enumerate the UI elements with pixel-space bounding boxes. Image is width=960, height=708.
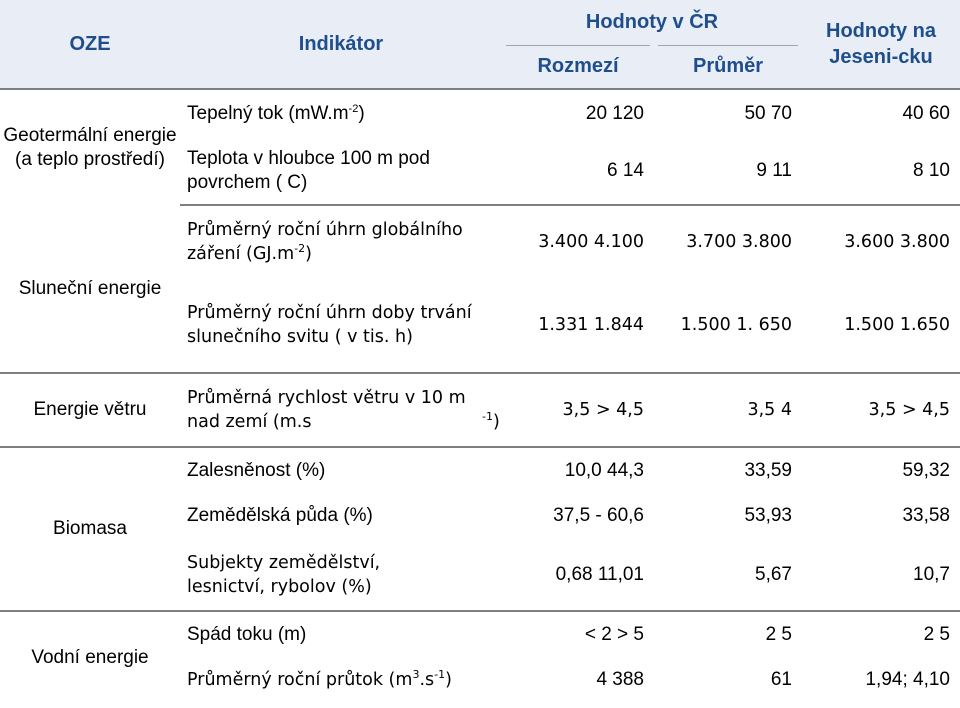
indicator-text: Průměrný roční průtok (m <box>187 670 413 690</box>
indicator-superscript: -2 <box>294 241 306 255</box>
indicator-cell <box>180 89 502 137</box>
range-cell: 10,0 44,3 <box>564 459 644 481</box>
header-values-jesenik-text: Hodnoty na Jeseni-cku <box>826 20 936 68</box>
average-cell: 53,93 <box>744 505 792 526</box>
jesenik-cell: 3,5 > 4,5 <box>802 373 960 447</box>
table-body <box>0 89 960 703</box>
average-cell: 2 5 <box>765 623 792 645</box>
range-cell: < 2 > 5 <box>584 623 644 645</box>
average-cell: 50 70 <box>744 102 792 124</box>
range-cell: 37,5 - 60,6 <box>553 505 644 526</box>
indicator-cell <box>180 611 502 657</box>
indicator-superscript: -1 <box>482 410 493 423</box>
jesenik-cell: 2 5 <box>923 623 950 645</box>
jesenik-cell: 1.500 1.650 <box>802 277 960 373</box>
group-label-biomass: Biomasa <box>0 447 180 611</box>
header-values-cr: Hodnoty v ČR <box>502 0 802 45</box>
indicator-tail: .s <box>419 670 435 690</box>
indicator-text: Zalesněnost (%) <box>187 459 326 481</box>
header-values-jesenik <box>802 0 960 89</box>
average-cell: 5,67 <box>654 539 802 611</box>
average-cell: 1.500 1. 650 <box>654 277 802 373</box>
indicator-cell <box>180 373 502 447</box>
indicator-text: Teplota v hloubce 100 m pod povrchem ( C) <box>187 147 430 193</box>
jesenik-cell: 10,7 <box>802 539 960 611</box>
indicator-cell <box>180 447 502 493</box>
jesenik-cell: 8 10 <box>802 137 960 205</box>
header-indicator: Indikátor <box>180 0 502 89</box>
indicator-cell <box>180 657 502 703</box>
indicator-cell <box>180 539 502 611</box>
average-cell: 61 <box>770 669 792 690</box>
indicator-text: Průměrný roční úhrn globálního záření (GJ.m <box>187 219 463 264</box>
indicator-text: Zemědělská půda (%) <box>187 505 373 526</box>
range-cell: 0,68 11,01 <box>502 539 654 611</box>
indicator-tail-2: ) <box>445 670 452 690</box>
range-cell: 4 388 <box>596 669 644 690</box>
indicator-superscript-2: -1 <box>434 668 446 681</box>
indicator-tail: ) <box>358 102 365 124</box>
indicator-cell <box>180 277 502 373</box>
range-cell: 20 120 <box>585 102 644 124</box>
indicator-tail: ) <box>305 243 312 264</box>
indicator-text: Subjekty zemědělství, lesnictví, rybolov (%) <box>187 552 381 597</box>
indicator-text: Tepelný tok (mW.m <box>187 102 349 124</box>
indicator-text: Průměrná rychlost větru v 10 m nad zemí (m.s <box>187 388 466 432</box>
average-cell: 3,5 4 <box>654 373 802 447</box>
group-label-wind: Energie větru <box>0 373 180 447</box>
header-oze: OZE <box>0 0 180 89</box>
range-cell: 3,5 > 4,5 <box>502 373 654 447</box>
header-average: Průměr <box>654 45 802 89</box>
indicator-text: Průměrný roční úhrn doby trvání slunečního svitu ( v tis. h) <box>187 302 472 347</box>
average-cell: 3.700 3.800 <box>686 231 792 252</box>
indicator-superscript: 3 <box>412 668 420 681</box>
jesenik-cell: 33,58 <box>902 505 950 526</box>
indicator-cell <box>180 493 502 539</box>
indicator-superscript: -2 <box>348 102 359 115</box>
indicator-cell <box>180 137 502 205</box>
indicator-text: Spád toku (m) <box>187 623 307 645</box>
jesenik-cell: 3.600 3.800 <box>844 231 950 252</box>
average-cell: 33,59 <box>744 459 792 481</box>
jesenik-cell: 59,32 <box>902 459 950 481</box>
range-cell: 1.331 1.844 <box>502 277 654 373</box>
indicator-tail: ) <box>492 412 500 432</box>
jesenik-cell: 40 60 <box>902 102 950 124</box>
range-cell: 3.400 4.100 <box>538 231 644 252</box>
group-label-solar: Sluneční energie <box>0 205 180 373</box>
average-cell: 9 11 <box>654 137 802 205</box>
group-label-water: Vodní energie <box>31 646 149 668</box>
indicator-cell <box>180 205 502 277</box>
jesenik-cell: 1,94; 4,10 <box>865 669 950 690</box>
range-cell: 6 14 <box>502 137 654 205</box>
group-label-geothermal: Geotermální energie (a teplo prostředí) <box>3 124 177 170</box>
header-range: Rozmezí <box>502 45 654 89</box>
